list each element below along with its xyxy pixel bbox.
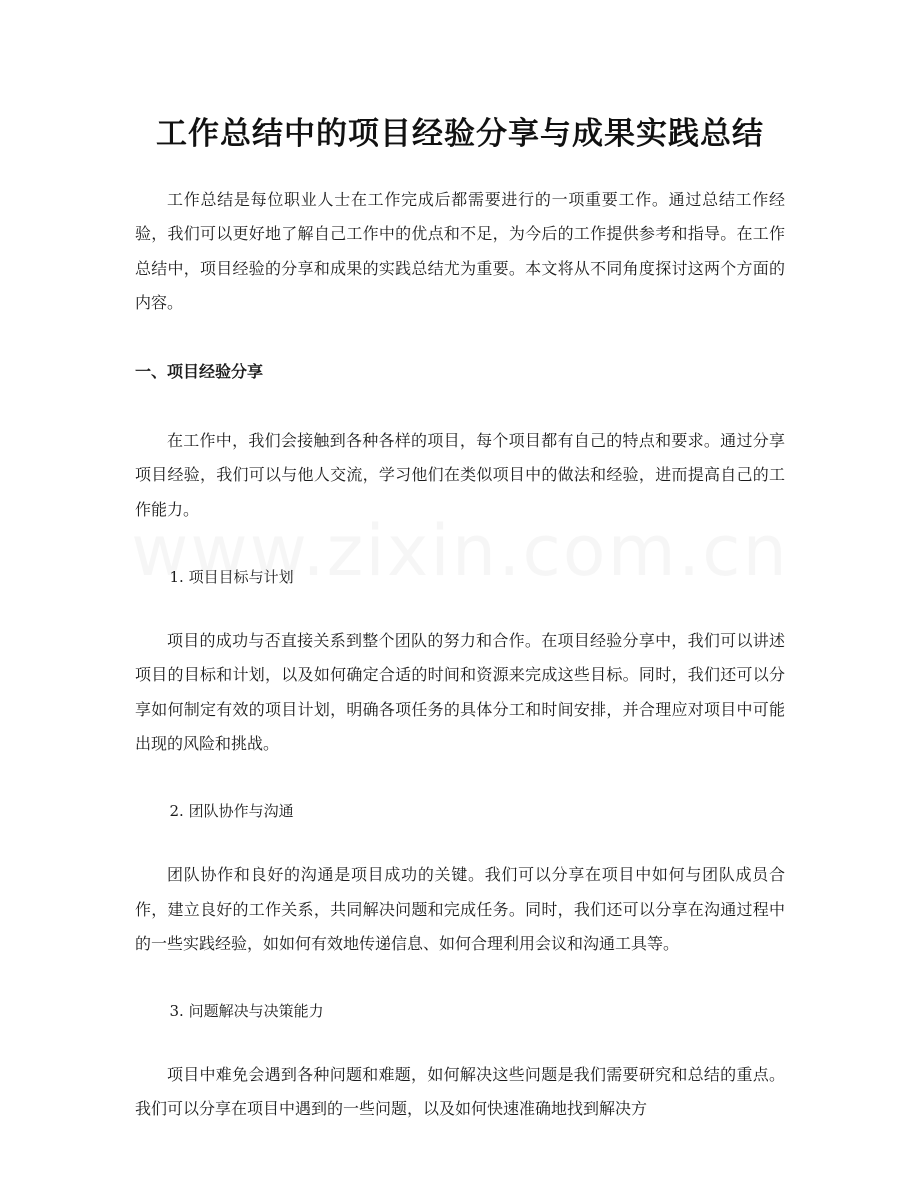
document-title: 工作总结中的项目经验分享与成果实践总结	[156, 116, 764, 152]
subsection-paragraph-1: 项目的成功与否直接关系到整个团队的努力和合作。在项目经验分享中，我们可以讲述项目的目标和计划，以及如何确定合适的时间和资源来完成这些目标。同时，我们还可以分享如何制定有效的项目计划，明确各项任务的具体分工和时间安排，并合理应对项目中可能出现的风险和挑战。	[135, 631, 785, 753]
document-body	[135, 183, 785, 1127]
intro-paragraph: 工作总结是每位职业人士在工作完成后都需要进行的一项重要工作。通过总结工作经验，我们可以更好地了解自己工作中的优点和不足，为今后的工作提供参考和指导。在工作总结中，项目经验的分享和成果的实践总结尤为重要。本文将从不同角度探讨这两个方面的内容。	[135, 190, 785, 312]
subsection-heading-3: 3. 问题解决与决策能力	[169, 1002, 324, 1021]
subsection-paragraph-3: 项目中难免会遇到各种问题和难题，如何解决这些问题是我们需要研究和总结的重点。我们可以分享在项目中遇到的一些问题，以及如何快速准确地找到解决方	[135, 1065, 785, 1119]
section-heading: 一、项目经验分享	[135, 362, 264, 382]
subsection-paragraph-2: 团队协作和良好的沟通是项目成功的关键。我们可以分享在项目中如何与团队成员合作，建立良好的工作关系，共同解决问题和完成任务。同时，我们还可以分享在沟通过程中的一些实践经验，如如何有效地传递信息、如何合理利用会议和沟通工具等。	[135, 865, 785, 953]
subsection-heading-1: 1. 项目目标与计划	[169, 568, 294, 587]
section-intro-paragraph: 在工作中，我们会接触到各种各样的项目，每个项目都有自己的特点和要求。通过分享项目经验，我们可以与他人交流，学习他们在类似项目中的做法和经验，进而提高自己的工作能力。	[135, 431, 785, 519]
subsection-heading-2: 2. 团队协作与沟通	[169, 802, 294, 821]
